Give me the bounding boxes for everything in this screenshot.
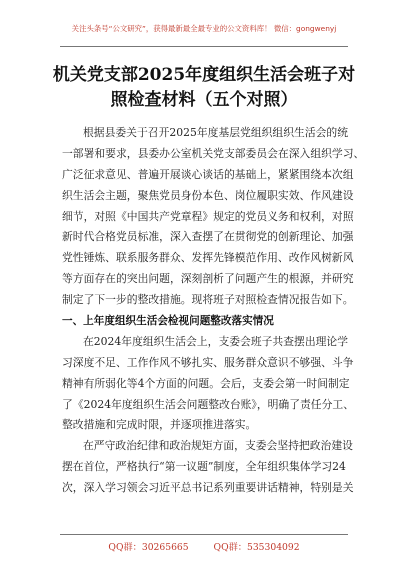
footer-divider [60, 534, 348, 535]
intro-line: 新时代合格党员标准，深入查摆了在贯彻党的创新理论、加强 [62, 230, 354, 244]
footer-qq-group-2: QQ群：535304092 [213, 542, 300, 553]
intro-line: 制定了下一步的整改措施。现将班子对照检查情况报告如下。 [62, 293, 354, 307]
paragraph-line: 次，深入学习领会习近平总书记系列重要讲话精神，特别是关 [62, 481, 354, 495]
paragraph-line: 摆在首位，严格执行“第一议题”制度，全年组织集体学习24 [62, 460, 346, 474]
paragraph-line: 精神有所弱化等4个方面的问题。会后，支委会第一时间制定 [62, 376, 350, 390]
header-banner: 关注头条号“公文研究”，获得最新最全最专业的公文资料库！ 微信：gongwenyj [71, 24, 337, 33]
title-line-1: 机关党支部2025年度组织生活会班子对 [52, 65, 356, 85]
intro-line: 细节，对照《中国共产党章程》规定的党员义务和权利，对照 [62, 209, 354, 223]
intro-line: 广泛征求意见、普遍开展谈心谈话的基础上，紧紧围绕本次组 [62, 167, 354, 181]
paragraph-line: 整改措施和完成时限，并逐项推进落实。 [62, 418, 257, 432]
paragraph-line: 在严守政治纪律和政治规矩方面，支委会坚持把政治建设 [83, 439, 353, 453]
footer-qq-group-1: QQ群：30265665 [108, 542, 189, 553]
paragraph-line: 了《2024年度组织生活会问题整改台账》，明确了责任分工、 [62, 397, 354, 411]
intro-line: 根据县委关于召开2025年度基层党组织组织生活会的统 [83, 126, 349, 139]
intro-line: 党性锤炼、联系服务群众、发挥先锋模范作用、改作风树新风 [62, 251, 354, 265]
document-title [40, 63, 368, 113]
intro-line: 一部署和要求，县委办公室机关党支部委员会在深入组织学习、 [62, 146, 365, 160]
header-divider [60, 46, 348, 47]
intro-line: 等方面存在的突出问题，深刻剖析了问题产生的根源，并研究 [62, 272, 354, 286]
intro-line: 织生活会主题，聚焦党员身份本色、岗位履职实效、作风建设 [62, 188, 354, 202]
footer [0, 539, 408, 553]
title-line-2: 照检查材料（五个对照） [110, 90, 298, 110]
section-heading: 一、上年度组织生活会检视问题整改落实情况 [62, 315, 274, 328]
paragraph-line: 习深度不足、工作作风不够扎实、服务群众意识不够强、斗争 [62, 355, 354, 369]
paragraph-line: 在2024年度组织生活会上，支委会班子共查摆出理论学 [83, 334, 349, 348]
document-body [62, 123, 365, 499]
